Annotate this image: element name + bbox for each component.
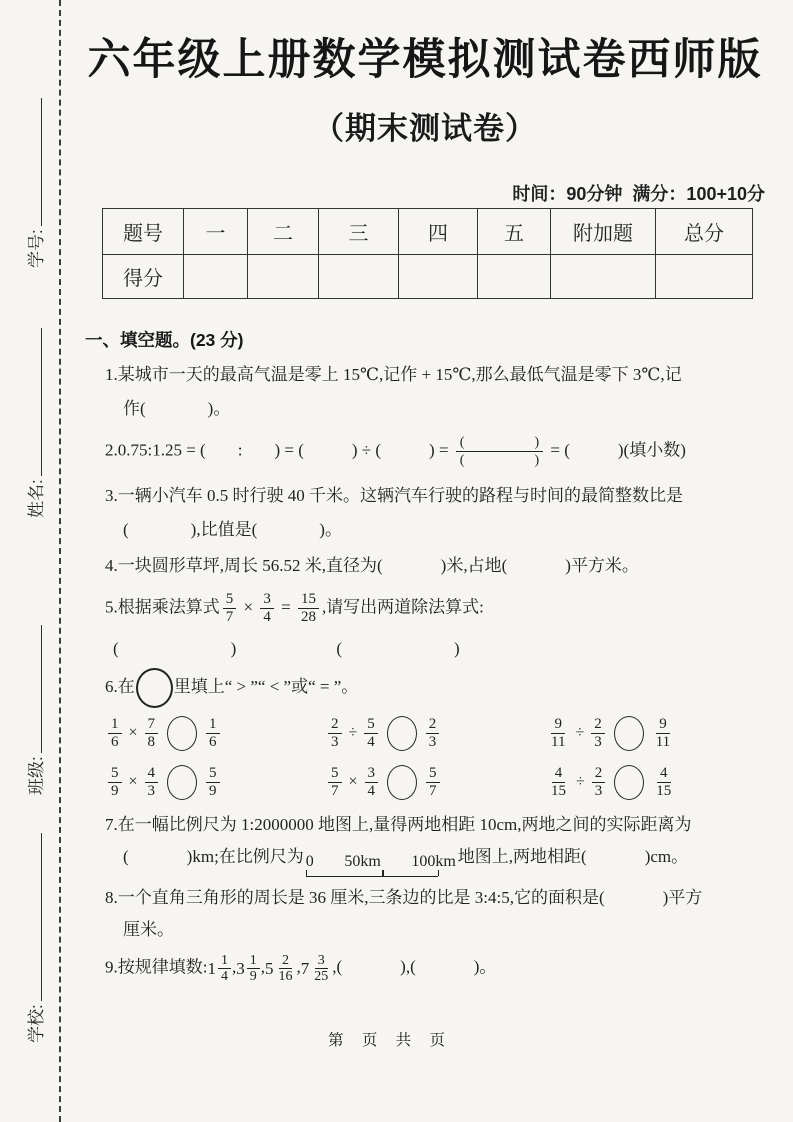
- fraction: $\frac{1}{6}$: [206, 716, 220, 751]
- answer-blank[interactable]: ( ): [501, 556, 571, 575]
- class-field: [26, 625, 48, 795]
- fraction: $\frac{9}{11}$: [655, 716, 671, 750]
- fraction: $\frac{5}{9}$: [108, 765, 122, 800]
- exam-subtitle: （期末测试卷）: [313, 111, 537, 146]
- fraction: $\frac{1}{9}$: [247, 953, 260, 984]
- student-number-blank-line[interactable]: [38, 98, 42, 226]
- text-run: 8.一个直角三角形的周长是 36 厘米,三条边的比是 3:4:5,它的面积是: [105, 888, 599, 907]
- text-run: 2.0.75:1.25 = (: [105, 440, 206, 460]
- score-cell[interactable]: [319, 255, 399, 299]
- score-table-header-cell: 附加题: [551, 209, 656, 255]
- text-run: ×: [124, 773, 142, 791]
- question-6-intro: [85, 668, 765, 708]
- text-run: 9.按规律填数:: [105, 957, 208, 977]
- answer-blank[interactable]: ( ): [336, 957, 406, 977]
- fraction: $\frac{5}{7}$: [426, 765, 440, 800]
- text-run: (: [336, 639, 343, 658]
- text-run: ,: [332, 957, 337, 977]
- text-run: 平方米。: [570, 556, 639, 575]
- score-table: [102, 208, 753, 299]
- fraction: $\frac{( )}{( )}$: [456, 434, 543, 469]
- comparison-circle[interactable]: [614, 765, 644, 800]
- text-run: ÷: [344, 724, 362, 742]
- fraction: $\frac{5}{9}$: [206, 765, 220, 800]
- score-table-header-cell: 四: [399, 209, 478, 255]
- question-4-line: [85, 553, 765, 579]
- text-run: 厘米。: [123, 920, 174, 939]
- question-7-line-1: [85, 812, 765, 838]
- fraction: $\frac{15}{28}$: [298, 591, 319, 626]
- text-run: = (: [546, 440, 570, 460]
- class-blank-line[interactable]: [38, 625, 42, 753]
- text-run: 作: [123, 399, 140, 418]
- text-run: 6.在: [105, 676, 135, 696]
- text-run: 7.在一幅比例尺为 1:2000000 地图上,量得两地相距 10cm,两地之间的实际距离为: [105, 815, 692, 834]
- text-run: ×: [239, 597, 258, 617]
- text-run: =: [276, 597, 295, 617]
- score-table-header-cell: 总分: [656, 209, 753, 255]
- fraction: $\frac{4}{3}$: [145, 765, 159, 800]
- student-name-label: 姓名:: [27, 479, 46, 518]
- question-6-compare-row-2: [85, 765, 765, 800]
- score-cell[interactable]: [248, 255, 319, 299]
- compare-item: [105, 716, 325, 751]
- text-run: 地图上,两地相距: [457, 847, 582, 866]
- text-run: 5.根据乘法算式: [105, 597, 220, 617]
- fraction: $\frac{3}{25}$: [314, 953, 329, 984]
- answer-blank[interactable]: ( ): [123, 847, 193, 866]
- score-table-header-cell: 题号: [103, 209, 184, 255]
- question-3-line-2: [85, 517, 765, 543]
- page-footer: 第 页 共 页: [328, 1032, 452, 1049]
- question-8-line-2: [85, 917, 765, 943]
- fraction: $\frac{4}{15}$: [656, 765, 672, 799]
- answer-blank[interactable]: ( ): [410, 957, 480, 977]
- text-run: ,: [405, 957, 411, 977]
- question-1-line-1: [85, 362, 765, 388]
- question-5-answer-parens: [85, 636, 765, 662]
- fill-circle[interactable]: [136, 668, 173, 708]
- text-run: ,: [296, 957, 301, 977]
- score-table-header-cell: 五: [478, 209, 551, 255]
- text-run: cm。: [650, 847, 689, 866]
- text-run: )(填小数): [617, 440, 686, 460]
- text-run: :: [237, 440, 243, 460]
- answer-blank[interactable]: ( ): [251, 520, 325, 539]
- text-run: km;在比例尺为: [192, 847, 304, 866]
- text-run: ,: [260, 957, 265, 977]
- text-run: 4.一块圆形草坪,周长 56.52 米,直径为: [105, 556, 377, 575]
- compare-item: [545, 716, 765, 751]
- fraction: $\frac{4}{15}$: [551, 765, 566, 799]
- text-run: 平方: [668, 888, 703, 907]
- question-1-line-2: [85, 396, 765, 422]
- question-7-line-2: [85, 844, 765, 877]
- text-run: ,请写出两道除法算式:: [321, 597, 484, 617]
- text-run: ÷: [572, 773, 589, 791]
- text-run: 米,占地: [446, 556, 502, 575]
- fraction: $\frac{3}{4}$: [260, 591, 274, 626]
- text-run: 1.某城市一天的最高气温是零上 15℃,记作 + 15℃,那么最低气温是零下 3℃,记: [105, 365, 682, 384]
- question-2-line: [85, 434, 765, 469]
- comparison-circle[interactable]: [614, 716, 644, 751]
- answer-blank[interactable]: ( ): [581, 847, 651, 866]
- text-run: ) =: [429, 440, 453, 460]
- question-3-line-1: [85, 483, 765, 509]
- score-row-label: 得分: [103, 255, 184, 299]
- compare-item: [325, 716, 545, 751]
- text-run: ,: [231, 957, 237, 977]
- fraction: $\frac{9}{11}$: [551, 716, 566, 750]
- fraction: $\frac{1}{4}$: [218, 953, 231, 984]
- fraction: $\frac{3}{4}$: [365, 765, 379, 800]
- comparison-circle[interactable]: [387, 765, 417, 800]
- answer-blank[interactable]: ( ): [123, 520, 197, 539]
- score-cell[interactable]: [551, 255, 656, 299]
- score-cell[interactable]: [399, 255, 478, 299]
- student-name-blank-line[interactable]: [38, 328, 42, 476]
- comparison-circle[interactable]: [167, 716, 197, 751]
- score-cell[interactable]: [184, 255, 248, 299]
- question-5-line: [85, 591, 765, 626]
- compare-item: [105, 765, 325, 800]
- fraction: $\frac{5}{7}$: [223, 591, 237, 626]
- school-blank-line[interactable]: [38, 833, 42, 1001]
- text-run: ) = (: [274, 440, 304, 460]
- mixed-number: 1 $\frac{1}{4}$: [207, 953, 232, 984]
- score-cell[interactable]: [478, 255, 551, 299]
- text-run: ×: [124, 724, 142, 742]
- text-run: ) ÷ (: [351, 440, 382, 460]
- text-run: ,比值是: [196, 520, 252, 539]
- score-cell[interactable]: [656, 255, 753, 299]
- fraction: $\frac{2}{3}$: [592, 765, 606, 800]
- comparison-circle[interactable]: [167, 765, 197, 800]
- text-run: ×: [344, 773, 362, 791]
- compare-item: [325, 765, 545, 800]
- fraction: $\frac{2}{3}$: [426, 716, 440, 751]
- answer-blank[interactable]: ( ): [598, 888, 669, 907]
- exam-title: 六年级上册数学模拟测试卷西师版: [87, 36, 763, 84]
- fraction: $\frac{2}{3}$: [328, 716, 342, 751]
- section-1-heading: 一、填空题。(23 分): [85, 330, 244, 350]
- answer-blank[interactable]: ( ): [140, 399, 214, 418]
- text-run: ): [230, 639, 237, 658]
- map-scale-bar: 0 50km 100km: [306, 853, 456, 877]
- mixed-number: 7 $\frac{3}{25}$: [301, 953, 333, 984]
- fraction: $\frac{5}{7}$: [328, 765, 342, 800]
- comparison-circle[interactable]: [387, 716, 417, 751]
- answer-blank[interactable]: ( ): [377, 556, 447, 575]
- text-run: ÷: [571, 724, 589, 742]
- student-name-field: [26, 328, 48, 518]
- exam-content: [85, 0, 765, 1050]
- student-number-field: [26, 98, 48, 268]
- school-label: 学校:: [27, 1004, 46, 1043]
- fraction: $\frac{2}{16}$: [278, 953, 293, 984]
- fraction: $\frac{5}{4}$: [364, 716, 378, 751]
- text-run: ): [454, 639, 460, 658]
- mixed-number: 5 $\frac{2}{16}$: [265, 953, 297, 984]
- class-label: 班级:: [27, 756, 46, 795]
- school-field: [26, 833, 48, 1043]
- score-table-header-cell: 二: [248, 209, 319, 255]
- exam-time-score-info: 时间：90分钟 满分：100+10分: [512, 184, 765, 204]
- text-run: 。: [213, 399, 231, 418]
- question-8-line-1: [85, 885, 765, 911]
- student-number-label: 学号:: [27, 229, 46, 268]
- question-6-compare-row-1: [85, 716, 765, 751]
- text-run: 里填上“ > ”“ < ”或“ = ”。: [173, 676, 359, 696]
- fraction: $\frac{2}{3}$: [591, 716, 605, 751]
- question-9-line: [85, 953, 765, 984]
- compare-item: [545, 765, 765, 800]
- fraction: $\frac{7}{8}$: [145, 716, 159, 751]
- text-run: 。: [479, 957, 497, 977]
- text-run: 。: [324, 520, 342, 539]
- score-table-header-cell: 一: [184, 209, 248, 255]
- fraction: $\frac{1}{6}$: [108, 716, 122, 751]
- seal-dashed-line: [59, 0, 61, 1122]
- text-run: (: [113, 639, 119, 658]
- mixed-number: 3 $\frac{1}{9}$: [236, 953, 261, 984]
- text-run: 3.一辆小汽车 0.5 时行驶 40 千米。这辆汽车行驶的路程与时间的最简整数比是: [105, 486, 683, 505]
- score-table-header-cell: 三: [319, 209, 399, 255]
